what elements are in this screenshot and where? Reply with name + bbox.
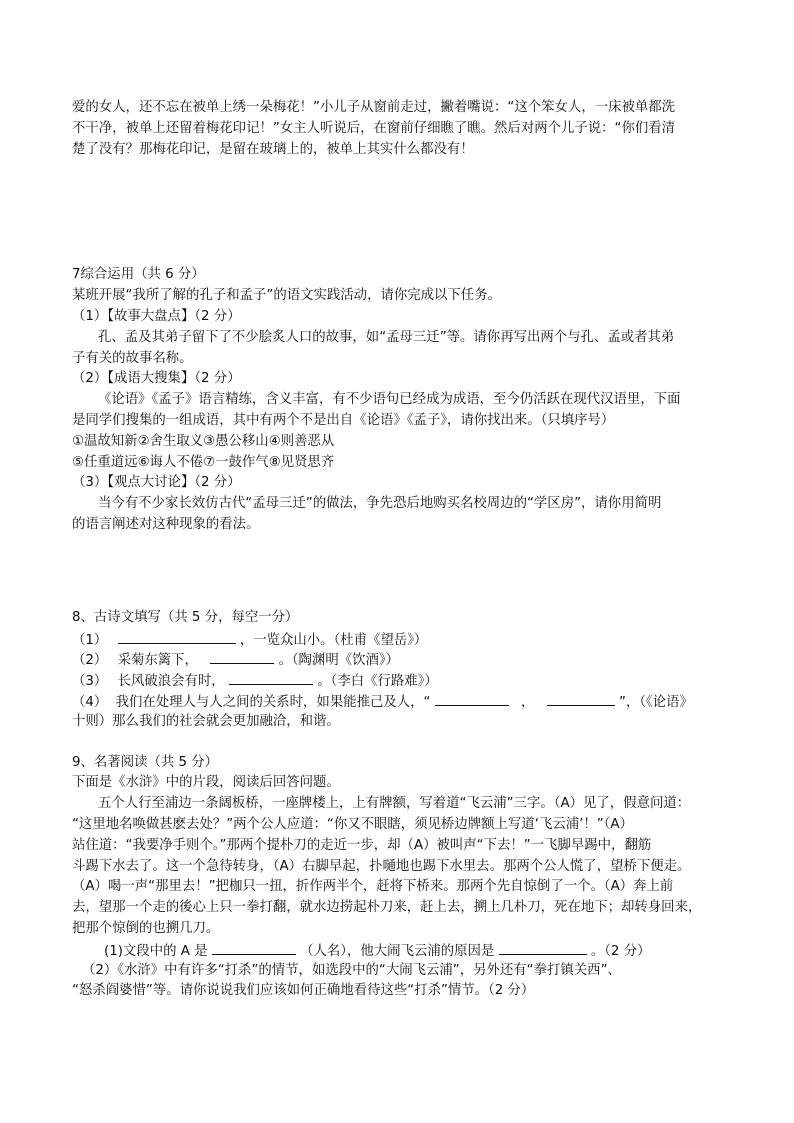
question-9 (72, 753, 732, 1003)
passage-line: 斗踢下水去了。这一个急待转身，（A）右脚早起，扑嗵地也踢下水里去。那两个公人慌了，望桥下便走。 (72, 858, 691, 874)
item-text: ，一览众山小。（杜甫《望岳》） (239, 632, 428, 648)
paragraph-line: 不干净，被单上还留着梅花印记！”女主人听说后，在窗前仔细瞧了瞧。然后对两个儿子说：“你们看清 (72, 120, 676, 136)
answer-blank[interactable] (499, 940, 587, 955)
paragraph-line: 爱的女人，还不忘在被单上绣一朵梅花！”小儿子从窗前走过，撇着嘴说：“这个笨女人，一床被单都洗 (72, 100, 676, 115)
passage-line: “这里地名唤做甚麽去处？”两个公人应道：“你又不眼瞎，须见桥边牌额上写道‘飞云浦’！”（A） (72, 816, 633, 832)
paragraph-line: 十则）那么我们的社会就会更加融洽，和谐。 (72, 713, 340, 729)
passage-line: 把那个惊倒的也搠几刀。 (72, 920, 220, 936)
paragraph-line: 当今有不少家长效仿古代“孟母三迁”的做法，争先恐后地购买名校周边的“学区房”，请你用简明 (98, 496, 662, 512)
passage-line: 站住道：“我要净手则个。”那两个提朴刀的走近一步，却（A）被叫声“下去！”一飞脚早踢中，翻筋 (72, 837, 652, 853)
poem-item (72, 691, 732, 712)
passage-line: 五个人行至浦边一条阔板桥，一座牌楼上，上有牌额，写着道“飞云浦”三字。（A）见了，假意问道： (98, 796, 691, 812)
question-7 (72, 265, 732, 535)
answer-blank[interactable] (435, 691, 509, 706)
answer-blank[interactable] (547, 691, 615, 706)
question-intro: 某班开展“我所了解的孔子和孟子”的语文实践活动，请你完成以下任务。 (72, 288, 501, 304)
answer-blank[interactable] (229, 670, 313, 685)
item-text: ， (521, 694, 535, 710)
answer-blank[interactable] (212, 940, 296, 955)
paragraph-line: 是同学们搜集的一组成语，其中有两个不是出自《论语》《孟子》，请你找出来。（只填序号） (72, 412, 615, 428)
paragraph-line: 《论语》《孟子》语言精练，含义丰富，有不少语句已经成为成语，至今仍活跃在现代汉语里，下面 (98, 392, 681, 408)
poem-item (72, 629, 732, 650)
item-number: （3） (72, 674, 108, 690)
subquestion-title: （1）【故事大盘点】（2 分） (72, 308, 241, 324)
question-8 (72, 608, 732, 733)
passage-line: 去，望那一个走的後心上只一拳打翻，就水边捞起朴刀来，赶上去，搠上几朴刀，死在地下；却转身回来， (72, 900, 702, 916)
story-tail (72, 98, 732, 160)
paragraph-line: 楚了没有？那梅花印记，是留在玻璃上的，被单上其实什么都没有！ (72, 141, 474, 157)
item-number: （1） (72, 632, 108, 648)
poem-item (72, 670, 732, 691)
item-text: 。（陶渊明《饮酒》） (278, 653, 399, 669)
document-page (72, 98, 732, 1002)
paragraph-line: 孔、孟及其弟子留下了不少脍炙人口的故事，如“孟母三迁”等。请你再写出两个与孔、孟或者其弟 (98, 329, 675, 345)
poem-item (72, 649, 732, 670)
subquestion: （2）《水浒》中有许多“打杀”的情节，如选段中的“大闹飞云浦”，另外还有“拳打镇关西”、 (82, 962, 621, 978)
question-intro: 下面是《水浒》中的片段，阅读后回答问题。 (72, 775, 340, 791)
item-number: （2） (72, 653, 108, 669)
subquestion-title: （3）【观点大讨论】（2 分） (72, 475, 241, 491)
paragraph-line: 子有关的故事名称。 (72, 350, 193, 366)
item-text: ”，（《论语》 (618, 694, 693, 710)
passage-line: （A）喝一声“那里去！”把枷只一扭，折作两半个，赶将下桥来。那两个先自惊倒了一个。（A）奔上前 (72, 879, 674, 895)
paragraph-line: 的语言阐述对这种现象的看法。 (72, 516, 260, 532)
question-title: 8、古诗文填写（共 5 分，每空一分） (72, 609, 299, 625)
subquestion: “怒杀阎婆惜”等。请你说说我们应该如何正确地看待这些“打杀”情节。（2 分） (72, 983, 535, 999)
item-text: （人名），他大闹飞云浦的原因是 (300, 943, 495, 959)
answer-blank[interactable] (210, 649, 274, 664)
item-text: (1)文段中的 A 是 (104, 943, 208, 959)
idiom-options: ⑤任重道远⑥诲人不倦⑦一鼓作气⑧见贤思齐 (72, 454, 335, 470)
item-text: 。（2 分） (590, 943, 651, 959)
idiom-options: ①温故知新②舍生取义③愚公移山④则善恶从 (72, 433, 335, 449)
item-text: 长风破浪会有时， (117, 674, 225, 690)
subquestion-title: （2）【成语大搜集】（2 分） (72, 371, 241, 387)
subquestion (72, 940, 732, 961)
item-text: 我们在处理人与人之间的关系时，如果能推己及人，“ (115, 694, 431, 710)
answer-blank[interactable] (118, 629, 236, 644)
item-text: 采菊东篱下， (117, 653, 198, 669)
item-number: （4） (72, 694, 108, 710)
item-text: 。（李白《行路难》） (317, 674, 438, 690)
question-title: 7综合运用（共 6 分） (72, 267, 205, 283)
question-title: 9、名著阅读（共 5 分） (72, 754, 219, 770)
